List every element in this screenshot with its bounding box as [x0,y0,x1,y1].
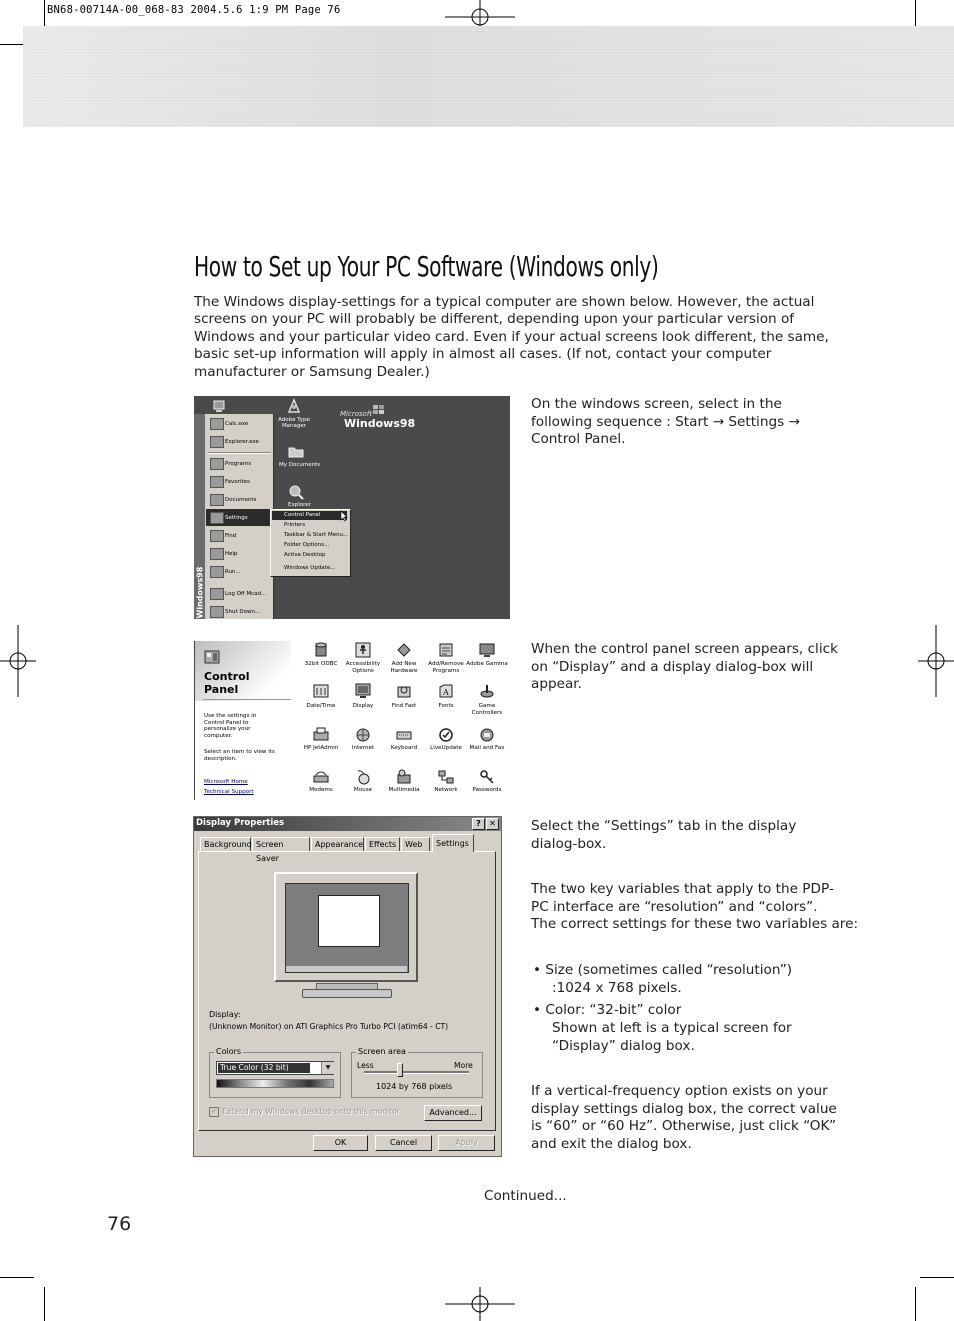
desktop-icon-label: Adobe Type Manager [278,417,310,429]
menu-separator [208,452,271,454]
registration-mark [445,1287,515,1321]
start-item-shut-down[interactable]: Shut Down... [225,609,261,615]
print-slug: BN68-00714A-00_068-83 2004.5.6 1:9 PM Page 76 [47,4,341,16]
header-band [23,26,954,127]
control-panel-desc: Use the settings in Control Panel to personalize your computer. [204,713,257,739]
page-title: How to Set up Your PC Software (Windows only) [194,250,659,283]
bullet-size-value: :1024 x 768 pixels. [552,980,682,996]
extend-desktop-label: Extend my Windows desktop onto this monitor. [222,1107,402,1116]
windows-flag-icon [372,404,386,416]
continued-label: Continued... [484,1188,567,1204]
bullet-size: • Size (sometimes called “resolution”) [533,962,793,978]
control-panel-screenshot [194,641,511,800]
cp-item-adobe-gamma[interactable]: Adobe Gamma [466,661,508,667]
extend-desktop-checkbox[interactable]: ✓ [209,1107,219,1117]
tab-web[interactable]: Web [401,837,430,851]
bullet-color-note: Shown at left is a typical screen for “Display” dialog box. [552,1020,792,1054]
display-value: (Unknown Monitor) on ATI Graphics Pro Turbo PCI (atim64 - CT) [209,1022,449,1031]
start-item-find[interactable]: Find [225,533,237,539]
cp-item-fonts[interactable]: Fonts [438,703,454,709]
step-settings-tab-text: Select the “Settings” tab in the display dialog-box. [531,818,797,852]
game-controllers-icon[interactable] [479,683,495,699]
cp-item-add-hardware[interactable]: Add New Hardware [390,661,418,674]
start-item-run[interactable]: Run... [225,569,241,575]
help-icon [210,548,224,560]
control-panel-hint: Select an item to view its description. [204,749,275,762]
cp-item-accessibility[interactable]: Accessibility Options [345,661,381,674]
bullet-color: • Color: “32-bit” color [533,1002,682,1018]
cp-item-keyboard[interactable]: Keyboard [390,745,418,751]
start-item-log-off[interactable]: Log Off Mcad... [225,591,267,597]
cp-item-find-fast[interactable]: Find Fast [391,703,417,709]
cp-item-add-remove[interactable]: Add/Remove Programs [428,661,464,674]
step-control-panel-text: When the control panel screen appears, click on “Display” and a display dialog-box will appear. [531,641,838,693]
accessibility-icon[interactable] [355,642,371,658]
modems-icon[interactable] [313,769,329,785]
tab-settings[interactable]: Settings [432,834,474,852]
cp-item-liveupdate[interactable]: LiveUpdate [430,745,462,751]
cancel-button[interactable]: Cancel [375,1135,432,1151]
display-label: Display: [209,1010,241,1019]
vertical-frequency-text: If a vertical-frequency option exists on your display settings dialog box, the correct value is “60” or “60 Hz”. Otherwise, just click “OK” and exit the dialog box. [531,1083,837,1152]
start-item-help[interactable]: Help [225,551,238,557]
add-hardware-icon[interactable] [396,642,412,658]
tab-screen-saver[interactable]: Screen Saver [252,837,310,851]
start-item-explorer[interactable]: Explorer.exe [225,439,259,445]
submenu-item-windows-update[interactable]: Windows Update... [284,565,336,571]
registration-mark [918,625,954,697]
find-fast-icon[interactable] [396,683,412,699]
submenu-item-printers[interactable]: Printers [284,522,306,528]
start-item-calc[interactable]: Calc.exe [225,421,249,427]
window-title: Display Properties [196,818,285,828]
cp-item-mouse[interactable]: Mouse [353,787,373,793]
mouse-icon[interactable] [355,769,371,785]
hp-jetadmin-icon[interactable] [313,727,329,743]
registration-mark [0,625,36,697]
microsoft-home-link[interactable]: Microsoft Home [204,779,248,785]
colors-select-value: True Color (32 bit) [218,1063,310,1073]
cp-item-multimedia[interactable]: Multimedia [388,787,420,793]
favorites-icon [210,476,224,488]
adobe-type-manager-icon [286,398,302,414]
run-icon [210,566,224,578]
network-icon[interactable] [438,769,454,785]
start-menu-brand: Windows98 [195,566,205,619]
chevron-down-icon[interactable]: ▼ [321,1062,334,1074]
control-panel-rule [203,699,291,700]
cp-item-date-time[interactable]: Date/Time [306,703,336,709]
svg-text:A: A [443,688,449,697]
submenu-item-active-desktop[interactable]: Active Desktop [284,552,326,558]
correct-settings-text: The correct settings for these two variables are: [531,916,859,932]
cp-item-display[interactable]: Display [352,703,374,709]
colors-select[interactable] [216,1061,334,1075]
display-properties-window [193,816,502,1157]
submenu-item-folder-options[interactable]: Folder Options... [284,542,330,548]
start-item-documents[interactable]: Documents [225,497,257,503]
page-number: 76 [107,1213,132,1235]
tab-background[interactable]: Background [200,837,251,851]
start-item-settings[interactable]: Settings [225,515,248,521]
control-panel-icon [203,648,221,666]
control-panel-heading: Control Panel [204,670,250,696]
odbc-icon[interactable] [313,642,329,658]
resolution-value: 1024 by 768 pixels [376,1082,453,1091]
internet-icon[interactable] [355,727,371,743]
intro-paragraph: The Windows display-settings for a typical computer are shown below. However, the actual screens on your PC will probably be different, depending upon your particular version of Windows and your particular video card. Even if your actual screens look different, the same, basic set-up information will apply in almost all cases. (If not, contact your computer manufacturer or Samsung Dealer.) [194,294,829,380]
cp-item-network[interactable]: Network [434,787,458,793]
crop-mark [44,1287,45,1321]
screen-area-group [351,1052,483,1098]
preview-taskbar [286,966,407,972]
display-icon[interactable] [355,683,371,699]
add-remove-programs-icon[interactable] [438,642,454,658]
submenu-item-taskbar[interactable]: Taskbar & Start Menu... [284,532,349,538]
adobe-gamma-icon[interactable] [479,642,495,658]
multimedia-icon[interactable] [396,769,412,785]
cp-item-odbc[interactable]: 32bit ODBC [304,661,338,667]
screen-area-more: More [454,1061,473,1070]
passwords-icon[interactable] [479,769,495,785]
crop-mark [0,1277,34,1278]
cp-item-modems[interactable]: Modems [309,787,333,793]
log-off-icon [210,588,224,600]
key-variables-text: The two key variables that apply to the PDP-PC interface are “resolution” and “colors”. [531,881,834,915]
fonts-icon[interactable] [438,683,454,699]
submenu-item-control-panel[interactable]: Control Panel [284,512,321,518]
technical-support-link[interactable]: Technical Support [204,789,254,795]
close-button[interactable]: ✕ [486,818,499,830]
explorer-exe-icon [210,436,224,448]
mail-fax-icon[interactable] [479,727,495,743]
resolution-slider-track [364,1071,469,1074]
crop-mark [915,1287,916,1321]
tab-appearance[interactable]: Appearance [311,837,364,851]
color-gradient-bar [216,1079,334,1088]
cp-item-internet[interactable]: Internet [351,745,375,751]
windows-logo-small: Microsoft [340,410,373,418]
windows-logo: Windows98 [344,417,416,430]
cp-item-game-controllers[interactable]: Game Controllers [471,703,503,716]
step-start-settings-text: On the windows screen, select in the following sequence : Start → Settings → Control Panel. [531,396,800,448]
start-item-favorites[interactable]: Favorites [225,479,250,485]
explorer-icon [288,484,304,500]
shut-down-icon [210,606,224,618]
screen-area-less: Less [357,1061,374,1070]
cp-item-passwords[interactable]: Passwords [472,787,502,793]
calc-icon [210,418,224,430]
liveupdate-icon[interactable] [438,727,454,743]
find-icon [210,530,224,542]
desktop-icon-label: My Documents [279,462,321,468]
apply-button[interactable]: Apply [438,1135,495,1151]
crop-mark [920,1277,954,1278]
cp-item-hp-jetadmin[interactable]: HP JetAdmin [303,745,339,751]
ok-button[interactable]: OK [313,1135,368,1151]
screen-area-label: Screen area [358,1047,406,1056]
keyboard-icon[interactable] [396,727,412,743]
preview-window [318,895,380,947]
documents-icon [210,494,224,506]
start-menu-screenshot [194,396,510,619]
settings-icon [210,512,224,524]
cp-item-mail-fax[interactable]: Mail and Fax [469,745,505,751]
advanced-button[interactable]: Advanced... [424,1105,482,1121]
colors-label: Colors [216,1047,242,1056]
start-item-programs[interactable]: Programs [225,461,252,467]
tab-effects[interactable]: Effects [365,837,400,851]
help-button[interactable]: ? [472,818,485,830]
date-time-icon[interactable] [313,683,329,699]
colors-group [209,1052,341,1098]
programs-icon [210,458,224,470]
monitor-base [302,989,392,998]
my-documents-icon [288,444,304,458]
mouse-cursor-icon [340,510,348,522]
my-computer-icon [212,399,226,413]
resolution-slider-thumb[interactable] [397,1063,403,1077]
desktop-icon-label: Explorer [288,502,311,508]
